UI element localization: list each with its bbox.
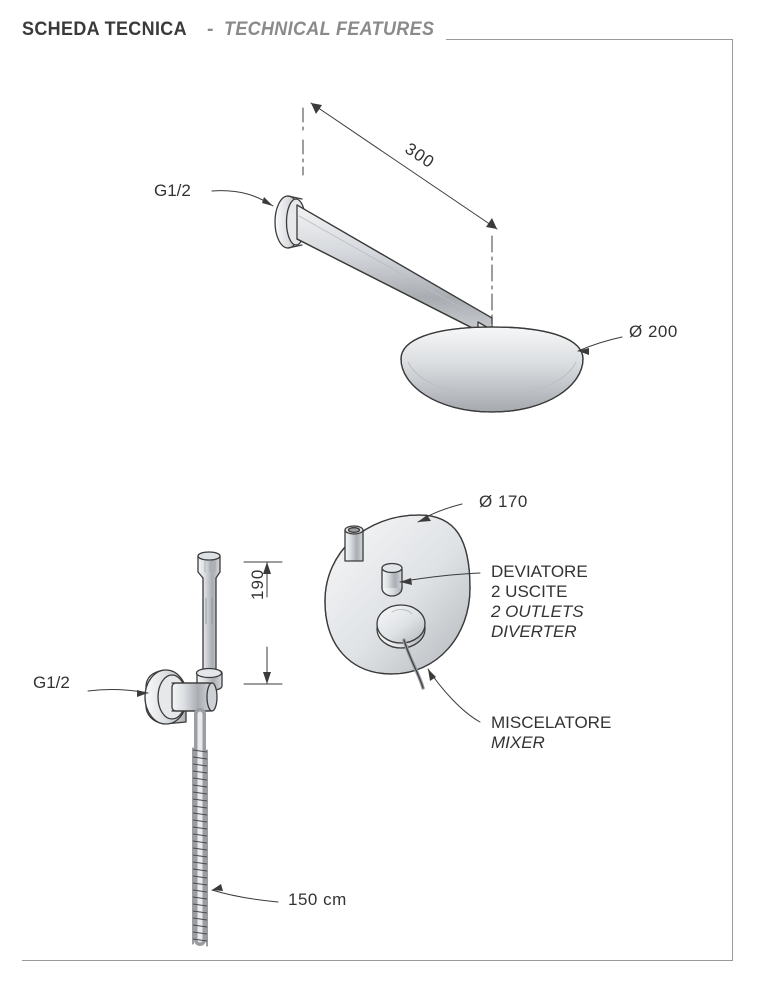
label-diverter-line-2: 2 USCITE (491, 582, 568, 602)
page-title: SCHEDA TECNICA (22, 18, 187, 40)
diverter-knob (382, 564, 402, 597)
label-dimension-190: 190 (248, 568, 267, 600)
label-diverter-line-4: DIVERTER (491, 622, 577, 642)
label-g12-top: G1/2 (154, 181, 191, 200)
mixer-plate-assembly (325, 504, 480, 722)
hand-shower (198, 552, 220, 670)
label-plate-diameter: Ø 170 (479, 492, 528, 511)
leader-mixer (428, 669, 480, 722)
handset-assembly (88, 552, 282, 946)
label-g12-bottom: G1/2 (33, 673, 70, 692)
label-diverter-line-3: 2 OUTLETS (491, 602, 584, 622)
label-head-diameter: Ø 200 (629, 322, 678, 341)
leader-g12-bottom (88, 690, 148, 697)
label-mixer-block (491, 713, 611, 753)
page-subtitle: TECHNICAL FEATURES (224, 18, 435, 40)
title-separator: - (207, 18, 214, 40)
label-diverter-line-1: DEVIATORE (491, 562, 588, 581)
leader-head-diameter (578, 337, 622, 355)
outlet-stub (345, 526, 363, 561)
label-mixer-line-1: MISCELATORE (491, 713, 612, 732)
label-hose-length: 150 cm (288, 890, 347, 909)
shower-arm-pipe (297, 205, 492, 338)
shower-hose (193, 714, 207, 946)
leader-g12-top (212, 191, 273, 206)
leader-hose-length (212, 884, 278, 902)
label-diverter-block (491, 562, 588, 642)
label-mixer-line-2: MIXER (491, 733, 545, 753)
shower-head-disc (401, 327, 583, 412)
label-dimension-300: 300 (401, 139, 439, 173)
